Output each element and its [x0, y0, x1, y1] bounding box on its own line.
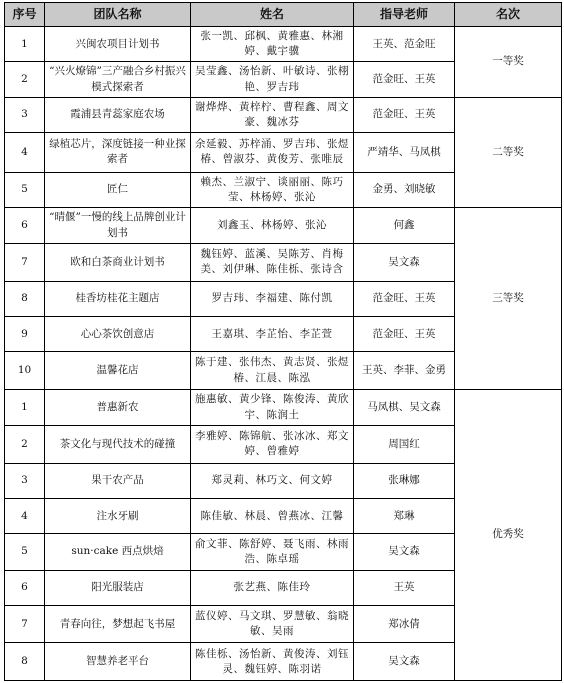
member-names: 张一凯、邱枫、黄雅惠、林湘婷、戴宇骥 [191, 27, 354, 62]
table-row [5, 207, 562, 243]
team-name: 兴闽农项目计划书 [45, 27, 191, 62]
row-index: 10 [5, 352, 45, 389]
header-team: 团队名称 [45, 3, 191, 27]
advisor-names: 严靖华、马凤棋 [354, 133, 455, 172]
award-rank: 优秀奖 [455, 389, 562, 680]
advisor-names: 范金旺、王英 [354, 62, 455, 97]
row-index: 9 [5, 317, 45, 352]
row-index: 1 [5, 27, 45, 62]
advisor-names: 范金旺、王英 [354, 97, 455, 132]
team-name: 注水牙刷 [45, 498, 191, 533]
row-index: 5 [5, 534, 45, 570]
member-names: 陈佳敏、林晨、曾燕冰、江馨 [191, 498, 354, 533]
advisor-names: 郑琳 [354, 498, 455, 533]
team-name: 匠仁 [45, 172, 191, 207]
team-name: 霞浦县青蕊家庭农场 [45, 97, 191, 132]
advisor-names: 何鑫 [354, 207, 455, 243]
row-index: 7 [5, 606, 45, 643]
member-names: 吴莹鑫、汤怡新、叶敏诗、张栩艳、罗吉玮 [191, 62, 354, 97]
advisor-names: 王英、范金旺 [354, 27, 455, 62]
advisor-names: 范金旺、王英 [354, 317, 455, 352]
member-names: 赖杰、兰淑宁、谈丽丽、陈巧莹、林杨婷、张沁 [191, 172, 354, 207]
team-name: 心心茶饮创意店 [45, 317, 191, 352]
award-table [4, 2, 562, 681]
award-rank: 三等奖 [455, 207, 562, 389]
row-index: 3 [5, 97, 45, 132]
row-index: 5 [5, 172, 45, 207]
header-index: 序号 [5, 3, 45, 27]
team-name: 绿植芯片，深度链接一种业探索者 [45, 133, 191, 172]
team-name: 欧和白茶商业计划书 [45, 244, 191, 281]
member-names: 谢烨烨、黄梓柠、曹程鑫、周文豪、魏冰芬 [191, 97, 354, 132]
team-name: 温馨花店 [45, 352, 191, 389]
header-teacher: 指导老师 [354, 3, 455, 27]
team-name: “兴火燎锦”三产融合乡村振兴模式探索者 [45, 62, 191, 97]
row-index: 7 [5, 244, 45, 281]
table-row [5, 389, 562, 425]
member-names: 王嘉琪、李芷怡、李芷萱 [191, 317, 354, 352]
team-name: 青春向往，梦想起飞书屋 [45, 606, 191, 643]
team-name: “晴偃”一慢的线上品牌创业计划书 [45, 207, 191, 243]
advisor-names: 金勇、刘晓敏 [354, 172, 455, 207]
team-name: sun·cake 西点烘焙 [45, 534, 191, 570]
row-index: 3 [5, 463, 45, 498]
advisor-names: 吴文森 [354, 244, 455, 281]
team-name: 阳光服装店 [45, 570, 191, 605]
team-name: 果干农产品 [45, 463, 191, 498]
team-name: 智慧养老平台 [45, 643, 191, 681]
member-names: 俞文菲、陈舒婷、聂飞雨、林雨浩、陈卓瑶 [191, 534, 354, 570]
member-names: 陈于建、张伟杰、黄志贤、张煜椿、江晨、陈泓 [191, 352, 354, 389]
team-name: 普惠新农 [45, 389, 191, 425]
award-rank: 一等奖 [455, 27, 562, 98]
row-index: 6 [5, 207, 45, 243]
member-names: 郑灵莉、林巧文、何文婷 [191, 463, 354, 498]
member-names: 张艺燕、陈佳玲 [191, 570, 354, 605]
advisor-names: 郑冰倩 [354, 606, 455, 643]
row-index: 1 [5, 389, 45, 425]
member-names: 罗吉玮、李福建、陈付凯 [191, 281, 354, 316]
row-index: 6 [5, 570, 45, 605]
table-row [5, 97, 562, 132]
advisor-names: 吴文森 [354, 534, 455, 570]
advisor-names: 马凤棋、吴文森 [354, 389, 455, 425]
member-names: 魏钰婷、蓝溪、吴陈芳、肖梅美、刘伊琳、陈佳栎、张诗含 [191, 244, 354, 281]
team-name: 桂香坊桂花主题店 [45, 281, 191, 316]
header-members: 姓名 [191, 3, 354, 27]
member-names: 陈佳栎、汤怡新、黄俊涛、刘钰灵、魏钰婷、陈羽诺 [191, 643, 354, 681]
advisor-names: 范金旺、王英 [354, 281, 455, 316]
table-row [5, 27, 562, 62]
header-row [5, 3, 562, 27]
advisor-names: 张琳娜 [354, 463, 455, 498]
member-names: 余延毅、苏梓涌、罗吉玮、张煜椿、曾淑芬、黄俊芳、张唯辰 [191, 133, 354, 172]
row-index: 4 [5, 133, 45, 172]
row-index: 4 [5, 498, 45, 533]
row-index: 8 [5, 281, 45, 316]
row-index: 2 [5, 62, 45, 97]
header-rank: 名次 [455, 3, 562, 27]
member-names: 蓝仪婷、马文琪、罗慧敏、翁晓敏、吴雨 [191, 606, 354, 643]
advisor-names: 王英 [354, 570, 455, 605]
advisor-names: 王英、李菲、金勇 [354, 352, 455, 389]
award-rank: 二等奖 [455, 97, 562, 207]
table-body [5, 27, 562, 681]
team-name: 茶文化与现代技术的碰撞 [45, 426, 191, 463]
row-index: 2 [5, 426, 45, 463]
member-names: 刘鑫玉、林杨婷、张沁 [191, 207, 354, 243]
advisor-names: 吴文森 [354, 643, 455, 681]
advisor-names: 周国红 [354, 426, 455, 463]
member-names: 李雅婷、陈锦航、张冰冰、郑文婷、曾雅婷 [191, 426, 354, 463]
member-names: 施惠敏、黄少锋、陈俊涛、黄欣宇、陈润土 [191, 389, 354, 425]
row-index: 8 [5, 643, 45, 681]
